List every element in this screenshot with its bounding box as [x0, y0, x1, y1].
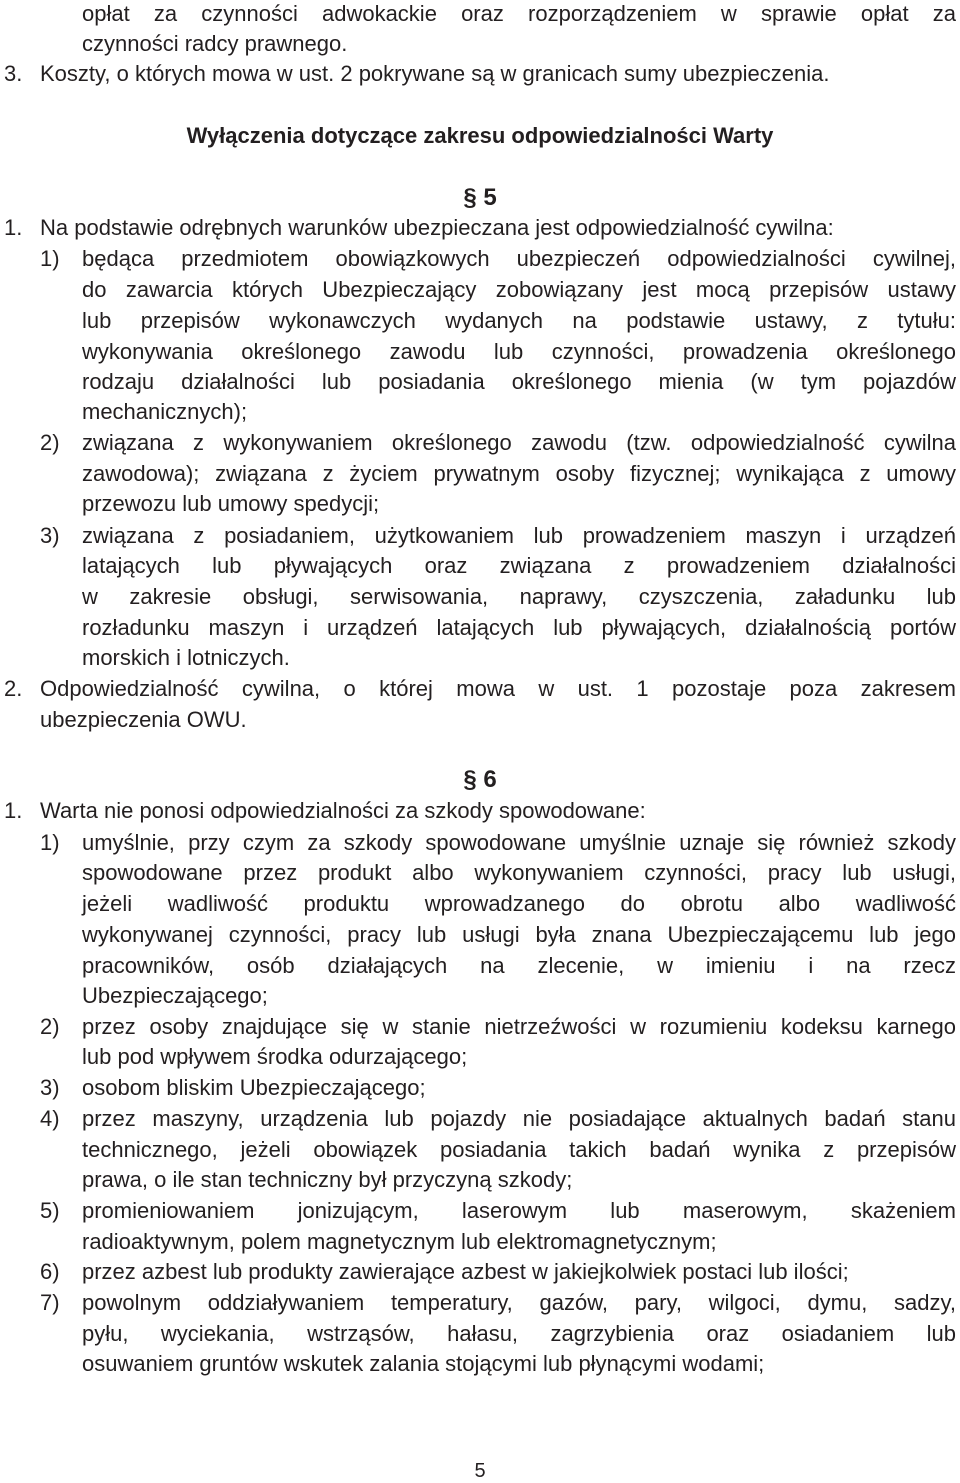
item-line: latających lub pływających oraz związana z prowadzeniem działalności	[82, 553, 956, 578]
item-number: 1)	[40, 246, 60, 271]
item-line: będąca przedmiotem obowiązkowych ubezpieczeń odpowiedzialności cywilnej,	[82, 246, 956, 271]
paragraph-text: Warta nie ponosi odpowiedzialności za szkody spowodowane:	[40, 798, 646, 823]
item-line: mechanicznych);	[82, 399, 248, 424]
paragraph-number: 1.	[4, 215, 23, 240]
item-number: 7)	[40, 1290, 60, 1315]
item-line: związana z wykonywaniem określonego zawodu (tzw. odpowiedzialność cywilna	[82, 430, 956, 455]
section-title: § 6	[463, 766, 497, 793]
item-line: rodzaju działalności lub posiadania określonego mienia (w tym pojazdów	[82, 369, 956, 394]
item-number: 2)	[40, 430, 60, 455]
paragraph-number: 2.	[4, 676, 23, 701]
item-number: 5)	[40, 1198, 60, 1223]
item-number: 4)	[40, 1106, 60, 1131]
item-line: morskich i lotniczych.	[82, 645, 290, 670]
item-line: do zawarcia których Ubezpieczający zobowiązany jest mocą przepisów ustawy	[82, 277, 956, 302]
item-number: 1)	[40, 830, 60, 855]
paragraph-line: ubezpieczenia OWU.	[40, 707, 247, 732]
section-heading: Wyłączenia dotyczące zakresu odpowiedzialności Warty	[186, 123, 774, 148]
item-line: w zakresie obsługi, serwisowania, naprawy, czyszczenia, załadunku lub	[82, 584, 956, 609]
item-line: związana z posiadaniem, użytkowaniem lub prowadzeniem maszyn i urządzeń	[82, 523, 956, 548]
item-line: przez maszyny, urządzenia lub pojazdy nie posiadające aktualnych badań stanu	[82, 1106, 956, 1131]
item-line: pyłu, wyciekania, wstrząsów, hałasu, zagrzybienia oraz osiadaniem lub	[82, 1321, 956, 1346]
item-line: powolnym oddziaływaniem temperatury, gazów, pary, wilgoci, dymu, sadzy,	[82, 1290, 956, 1315]
item-line: wykonywania określonego zawodu lub czynności, prowadzenia określonego	[82, 339, 956, 364]
item-line: technicznego, jeżeli obowiązek posiadania takich badań wynika z przepisów	[82, 1137, 956, 1162]
paragraph-text: Koszty, o których mowa w ust. 2 pokrywane są w granicach sumy ubezpieczenia.	[40, 61, 830, 86]
paragraph-line: Odpowiedzialność cywilna, o której mowa w ust. 1 pozostaje poza zakresem	[40, 676, 956, 701]
item-line: lub pod wpływem środka odurzającego;	[82, 1044, 468, 1069]
intro-line: czynności radcy prawnego.	[82, 31, 348, 56]
paragraph-number: 1.	[4, 798, 23, 823]
item-line: rozładunku maszyn i urządzeń latających lub pływających, działalnością portów	[82, 615, 956, 640]
paragraph-text: Na podstawie odrębnych warunków ubezpieczana jest odpowiedzialność cywilna:	[40, 215, 834, 240]
item-line: radioaktywnym, polem magnetycznym lub elektromagnetycznym;	[82, 1229, 717, 1254]
paragraph-number: 3.	[4, 61, 23, 86]
item-line: promieniowaniem jonizującym, laserowym lub maserowym, skażeniem	[82, 1198, 956, 1223]
item-line: pracowników, osób działających na zlecenie, w imieniu i na rzecz	[82, 953, 956, 978]
item-line: osobom bliskim Ubezpieczającego;	[82, 1075, 426, 1100]
item-number: 3)	[40, 523, 60, 548]
item-number: 2)	[40, 1014, 60, 1039]
item-line: umyślnie, przy czym za szkody spowodowane umyślnie uznaje się również szkody	[82, 830, 956, 855]
section-title: § 5	[463, 184, 497, 211]
item-line: lub przepisów wykonawczych wydanych na podstawie ustawy, z tytułu:	[82, 308, 956, 333]
item-line: wykonywanej czynności, pracy lub usługi była znana Ubezpieczającemu lub jego	[82, 922, 956, 947]
item-line: prawa, o ile stan techniczny był przyczyną szkody;	[82, 1167, 573, 1192]
item-line: przez osoby znajdujące się w stanie nietrzeźwości w rozumieniu kodeksu karnego	[82, 1014, 956, 1039]
item-line: osuwaniem gruntów wskutek zalania stojącymi lub płynącymi wodami;	[82, 1351, 765, 1376]
page-number: 5	[474, 1460, 486, 1482]
item-line: przewozu lub umowy spedycji;	[82, 491, 380, 516]
item-line: Ubezpieczającego;	[82, 983, 268, 1008]
item-number: 6)	[40, 1259, 60, 1284]
item-line: zawodowa); związana z życiem prywatnym osoby fizycznej; wynikająca z umowy	[82, 461, 956, 486]
intro-line: opłat za czynności adwokackie oraz rozporządzeniem w sprawie opłat za	[82, 1, 956, 26]
item-line: przez azbest lub produkty zawierające azbest w jakiejkolwiek postaci lub ilości;	[82, 1259, 849, 1284]
item-line: jeżeli wadliwość produktu wprowadzanego do obrotu albo wadliwość	[82, 891, 956, 916]
item-line: spowodowane przez produkt albo wykonywaniem czynności, pracy lub usługi,	[82, 860, 956, 885]
item-number: 3)	[40, 1075, 60, 1100]
